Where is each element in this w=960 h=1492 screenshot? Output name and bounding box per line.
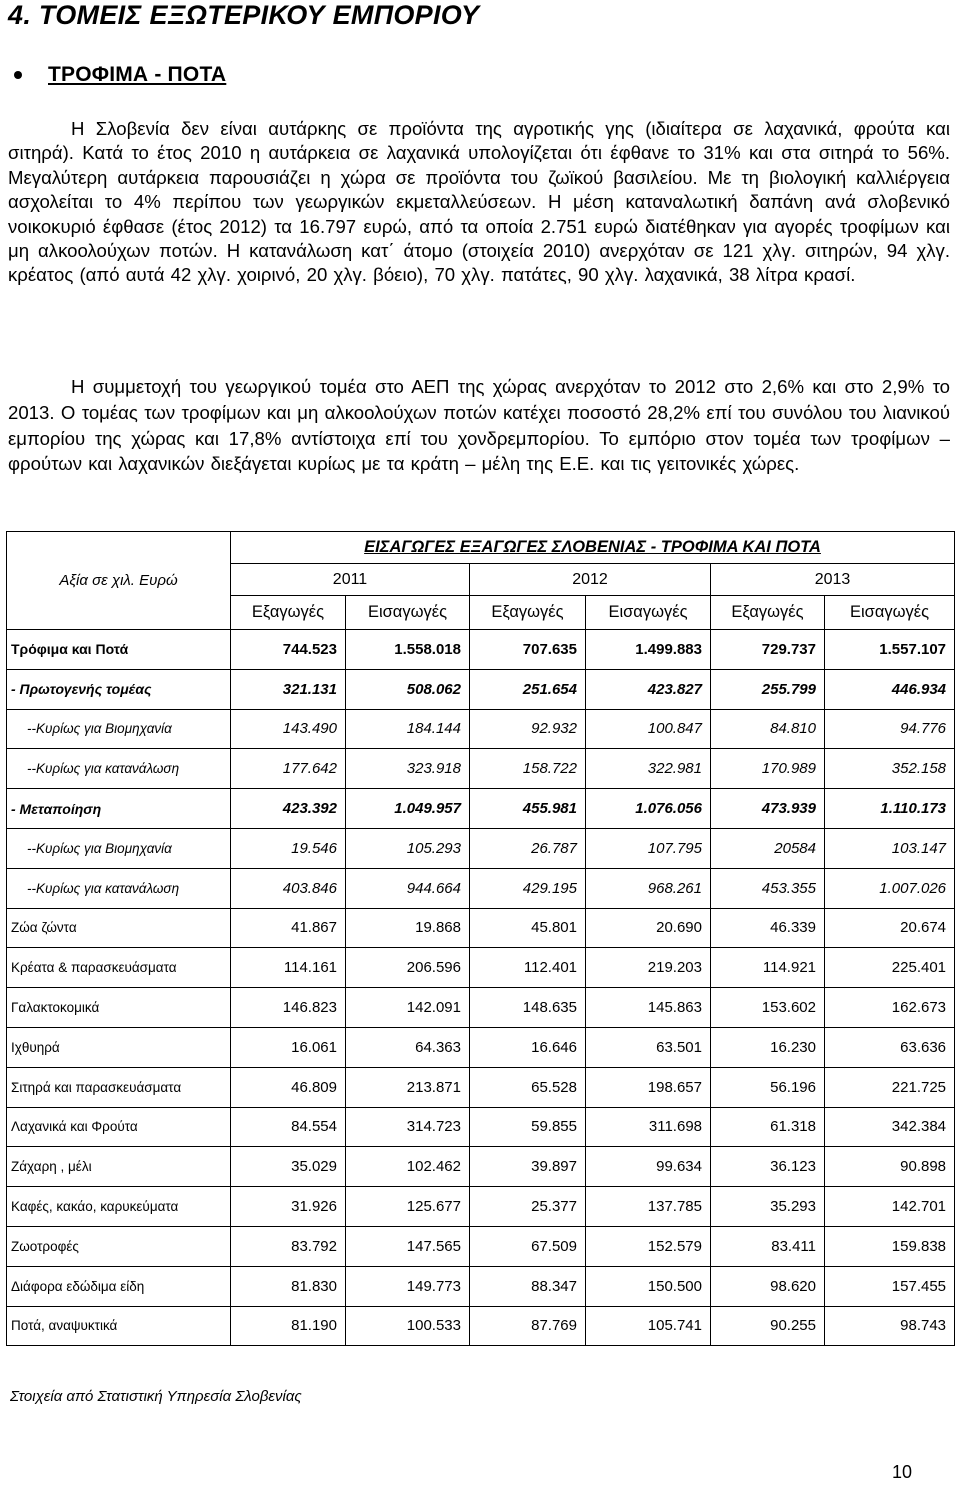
table-cell: 83.411 — [711, 1226, 825, 1266]
subsection-bullet — [14, 60, 226, 90]
table-cell: 56.196 — [711, 1067, 825, 1107]
table-cell: 311.698 — [586, 1107, 711, 1147]
table-row — [7, 669, 955, 709]
table-row — [7, 868, 955, 908]
table-cell: 99.634 — [586, 1147, 711, 1187]
table-row — [7, 630, 955, 670]
row-label: --Κυρίως για κατανάλωση — [7, 749, 231, 789]
table-cell: 92.932 — [470, 709, 586, 749]
table-cell: 84.554 — [231, 1107, 346, 1147]
table-cell: 35.293 — [711, 1187, 825, 1227]
table-cell: 213.871 — [346, 1067, 470, 1107]
table-cell: 100.533 — [346, 1306, 470, 1346]
imports-header: Εισαγωγές — [825, 596, 955, 630]
row-label: Ποτά, αναψυκτικά — [7, 1306, 231, 1346]
table-cell: 19.546 — [231, 828, 346, 868]
table-cell: 157.455 — [825, 1266, 955, 1306]
paragraph-gdp-share: Η συμμετοχή του γεωργικού τομέα στο ΑΕΠ της χώρας ανερχόταν το 2012 στο 2,6% και στο 2,9% το 2013. Ο τομέας των τροφίμων και μη αλκοολούχων ποτών κατέχει ποσοστό 28,2% επί του συνόλου του λιανικού εμπορίου της χώρας και 17,8% αντίστοιχα επί του χονδρεμπορίου. Το εμπόριο στον τομέα των τροφίμων – φρούτων και λαχανικών διεξάγεται κυρίως με τα κράτη – μέλη της Ε.Ε. και τις γειτονικές χώρες. — [8, 376, 950, 475]
table-cell: 61.318 — [711, 1107, 825, 1147]
table-cell: 107.795 — [586, 828, 711, 868]
table-cell: 150.500 — [586, 1266, 711, 1306]
table-cell: 45.801 — [470, 908, 586, 948]
table-cell: 19.868 — [346, 908, 470, 948]
row-label: Κρέατα & παρασκευάσματα — [7, 948, 231, 988]
table-cell: 145.863 — [586, 988, 711, 1028]
table-cell: 46.809 — [231, 1067, 346, 1107]
table-cell: 508.062 — [346, 669, 470, 709]
section-heading: 4. ΤΟΜΕΙΣ ΕΞΩΤΕΡΙΚΟΥ ΕΜΠΟΡΙΟΥ — [8, 0, 480, 30]
table-cell: 125.677 — [346, 1187, 470, 1227]
table-cell: 65.528 — [470, 1067, 586, 1107]
table-cell: 314.723 — [346, 1107, 470, 1147]
table-cell: 39.897 — [470, 1147, 586, 1187]
row-label: Ιχθυηρά — [7, 1027, 231, 1067]
table-row — [7, 1187, 955, 1227]
table-cell: 1.007.026 — [825, 868, 955, 908]
table-cell: 146.823 — [231, 988, 346, 1028]
imports-header: Εισαγωγές — [346, 596, 470, 630]
table-cell: 153.602 — [711, 988, 825, 1028]
table-cell: 84.810 — [711, 709, 825, 749]
table-cell: 170.989 — [711, 749, 825, 789]
table-cell: 105.293 — [346, 828, 470, 868]
table-row — [7, 1147, 955, 1187]
table-cell: 63.636 — [825, 1027, 955, 1067]
table-unit-label: Αξία σε χιλ. Ευρώ — [7, 532, 231, 630]
table-cell: 455.981 — [470, 789, 586, 829]
table-cell: 1.049.957 — [346, 789, 470, 829]
table-cell: 944.664 — [346, 868, 470, 908]
table-cell: 251.654 — [470, 669, 586, 709]
table-cell: 102.462 — [346, 1147, 470, 1187]
table-cell: 198.657 — [586, 1067, 711, 1107]
table-cell: 114.161 — [231, 948, 346, 988]
table-row — [7, 1226, 955, 1266]
table-cell: 219.203 — [586, 948, 711, 988]
table-cell: 225.401 — [825, 948, 955, 988]
exports-header: Εξαγωγές — [231, 596, 346, 630]
table-row — [7, 1306, 955, 1346]
table-cell: 352.158 — [825, 749, 955, 789]
table-cell: 20.674 — [825, 908, 955, 948]
table-cell: 147.565 — [346, 1226, 470, 1266]
table-cell: 81.190 — [231, 1306, 346, 1346]
row-label: Ζάχαρη , μέλι — [7, 1147, 231, 1187]
table-row — [7, 908, 955, 948]
table-cell: 94.776 — [825, 709, 955, 749]
table-title: ΕΙΣΑΓΩΓΕΣ ΕΞΑΓΩΓΕΣ ΣΛΟΒΕΝΙΑΣ - ΤΡΟΦΙΜΑ ΚΑΙ ΠΟΤΑ — [231, 532, 955, 564]
table-cell: 149.773 — [346, 1266, 470, 1306]
table-cell: 403.846 — [231, 868, 346, 908]
year-header: 2011 — [231, 564, 470, 596]
table-cell: 90.898 — [825, 1147, 955, 1187]
table-cell: 142.701 — [825, 1187, 955, 1227]
table-cell: 158.722 — [470, 749, 586, 789]
table-cell: 255.799 — [711, 669, 825, 709]
table-cell: 152.579 — [586, 1226, 711, 1266]
table-cell: 1.558.018 — [346, 630, 470, 670]
table-cell: 20584 — [711, 828, 825, 868]
table-cell: 59.855 — [470, 1107, 586, 1147]
row-label: Τρόφιμα και Ποτά — [7, 630, 231, 670]
table-cell: 103.147 — [825, 828, 955, 868]
table-cell: 1.557.107 — [825, 630, 955, 670]
subsection-heading: ΤΡΟΦΙΜΑ - ΠΟΤΑ — [48, 63, 227, 86]
table-cell: 16.061 — [231, 1027, 346, 1067]
imports-header: Εισαγωγές — [586, 596, 711, 630]
table-cell: 321.131 — [231, 669, 346, 709]
table-cell: 143.490 — [231, 709, 346, 749]
row-label: Καφές, κακάο, καρυκεύματα — [7, 1187, 231, 1227]
table-cell: 162.673 — [825, 988, 955, 1028]
table-cell: 88.347 — [470, 1266, 586, 1306]
table-cell: 137.785 — [586, 1187, 711, 1227]
row-label: --Κυρίως για Βιομηχανία — [7, 709, 231, 749]
year-header: 2013 — [711, 564, 955, 596]
table-cell: 423.827 — [586, 669, 711, 709]
table-cell: 342.384 — [825, 1107, 955, 1147]
table-cell: 707.635 — [470, 630, 586, 670]
table-cell: 67.509 — [470, 1226, 586, 1266]
table-cell: 322.981 — [586, 749, 711, 789]
row-label: - Μεταποίηση — [7, 789, 231, 829]
table-cell: 159.838 — [825, 1226, 955, 1266]
paragraph-self-sufficiency: Η Σλοβενία δεν είναι αυτάρκης σε προϊόντα της αγροτικής γης (ιδιαίτερα σε λαχανικά, φρούτα και σιτηρά). Κατά το έτος 2010 η αυτάρκεια σε λαχανικά υπολογίζεται ότι έφθανε το 31% και στα σιτηρά το 56%. Μεγαλύτερη αυτάρκεια παρουσιάζει η χώρα σε προϊόντα του ζωϊκού βασιλείου. Με τη βιολογική καλλιέργεια ασχολείται το 4% περίπου των γεωργικών εκμεταλλεύσεων. Η μέση καταναλωτική δαπάνη ανά σλοβενικό νοικοκυριό έφθασε (έτος 2012) τα 16.797 ευρώ, από τα οποία 2.751 ευρώ διατέθηκαν για αγορές τροφίμων και μη αλκοολούχων ποτών. Η κατανάλωση κατ΄ άτομο (στοιχεία 2010) ανερχόταν σε 121 χλγ. σιτηρών, 94 χλγ. κρέατος (από αυτά 42 χλγ. χοιρινό, 20 χλγ. βόειο), 70 χλγ. πατάτες, 90 χλγ. λαχανικά, 38 λίτρα κρασί. — [8, 118, 950, 286]
table-cell: 105.741 — [586, 1306, 711, 1346]
table-row — [7, 828, 955, 868]
row-label: --Κυρίως για Βιομηχανία — [7, 828, 231, 868]
row-label: Διάφορα εδώδιμα είδη — [7, 1266, 231, 1306]
table-cell: 453.355 — [711, 868, 825, 908]
table-cell: 64.363 — [346, 1027, 470, 1067]
table-cell: 35.029 — [231, 1147, 346, 1187]
table-cell: 31.926 — [231, 1187, 346, 1227]
table-cell: 98.743 — [825, 1306, 955, 1346]
table-cell: 729.737 — [711, 630, 825, 670]
table-cell: 41.867 — [231, 908, 346, 948]
table-cell: 20.690 — [586, 908, 711, 948]
table-cell: 1.076.056 — [586, 789, 711, 829]
table-cell: 114.921 — [711, 948, 825, 988]
table-row — [7, 948, 955, 988]
table-cell: 968.261 — [586, 868, 711, 908]
row-label: --Κυρίως για κατανάλωση — [7, 868, 231, 908]
table-cell: 83.792 — [231, 1226, 346, 1266]
table-cell: 744.523 — [231, 630, 346, 670]
table-cell: 148.635 — [470, 988, 586, 1028]
row-label: Σιτηρά και παρασκευάσματα — [7, 1067, 231, 1107]
table-cell: 63.501 — [586, 1027, 711, 1067]
table-row — [7, 988, 955, 1028]
table-cell: 81.830 — [231, 1266, 346, 1306]
table-cell: 36.123 — [711, 1147, 825, 1187]
row-label: Γαλακτοκομικά — [7, 988, 231, 1028]
table-row — [7, 1027, 955, 1067]
table-cell: 177.642 — [231, 749, 346, 789]
exports-header: Εξαγωγές — [711, 596, 825, 630]
table-cell: 206.596 — [346, 948, 470, 988]
row-label: Λαχανικά και Φρούτα — [7, 1107, 231, 1147]
table-row — [7, 789, 955, 829]
exports-header: Εξαγωγές — [470, 596, 586, 630]
year-header: 2012 — [470, 564, 711, 596]
bullet-icon — [14, 71, 22, 79]
table-cell: 1.110.173 — [825, 789, 955, 829]
table-row — [7, 1107, 955, 1147]
table-row — [7, 709, 955, 749]
table-cell: 26.787 — [470, 828, 586, 868]
row-label: Ζώα ζώντα — [7, 908, 231, 948]
table-cell: 100.847 — [586, 709, 711, 749]
table-cell: 25.377 — [470, 1187, 586, 1227]
table-cell: 98.620 — [711, 1266, 825, 1306]
table-cell: 112.401 — [470, 948, 586, 988]
table-row — [7, 749, 955, 789]
table-cell: 446.934 — [825, 669, 955, 709]
table-row — [7, 1067, 955, 1107]
table-cell: 473.939 — [711, 789, 825, 829]
source-note: Στοιχεία από Στατιστική Υπηρεσία Σλοβενίας — [10, 1388, 302, 1405]
table-cell: 184.144 — [346, 709, 470, 749]
row-label: - Πρωτογενής τομέας — [7, 669, 231, 709]
table-cell: 429.195 — [470, 868, 586, 908]
row-label: Ζωοτροφές — [7, 1226, 231, 1266]
table-row — [7, 1266, 955, 1306]
table-cell: 221.725 — [825, 1067, 955, 1107]
table-cell: 16.646 — [470, 1027, 586, 1067]
table-cell: 16.230 — [711, 1027, 825, 1067]
table-cell: 87.769 — [470, 1306, 586, 1346]
table-cell: 142.091 — [346, 988, 470, 1028]
table-cell: 46.339 — [711, 908, 825, 948]
table-cell: 1.499.883 — [586, 630, 711, 670]
table-cell: 90.255 — [711, 1306, 825, 1346]
table-cell: 423.392 — [231, 789, 346, 829]
table-cell: 323.918 — [346, 749, 470, 789]
page-number: 10 — [891, 1462, 912, 1482]
trade-table — [6, 531, 955, 1346]
